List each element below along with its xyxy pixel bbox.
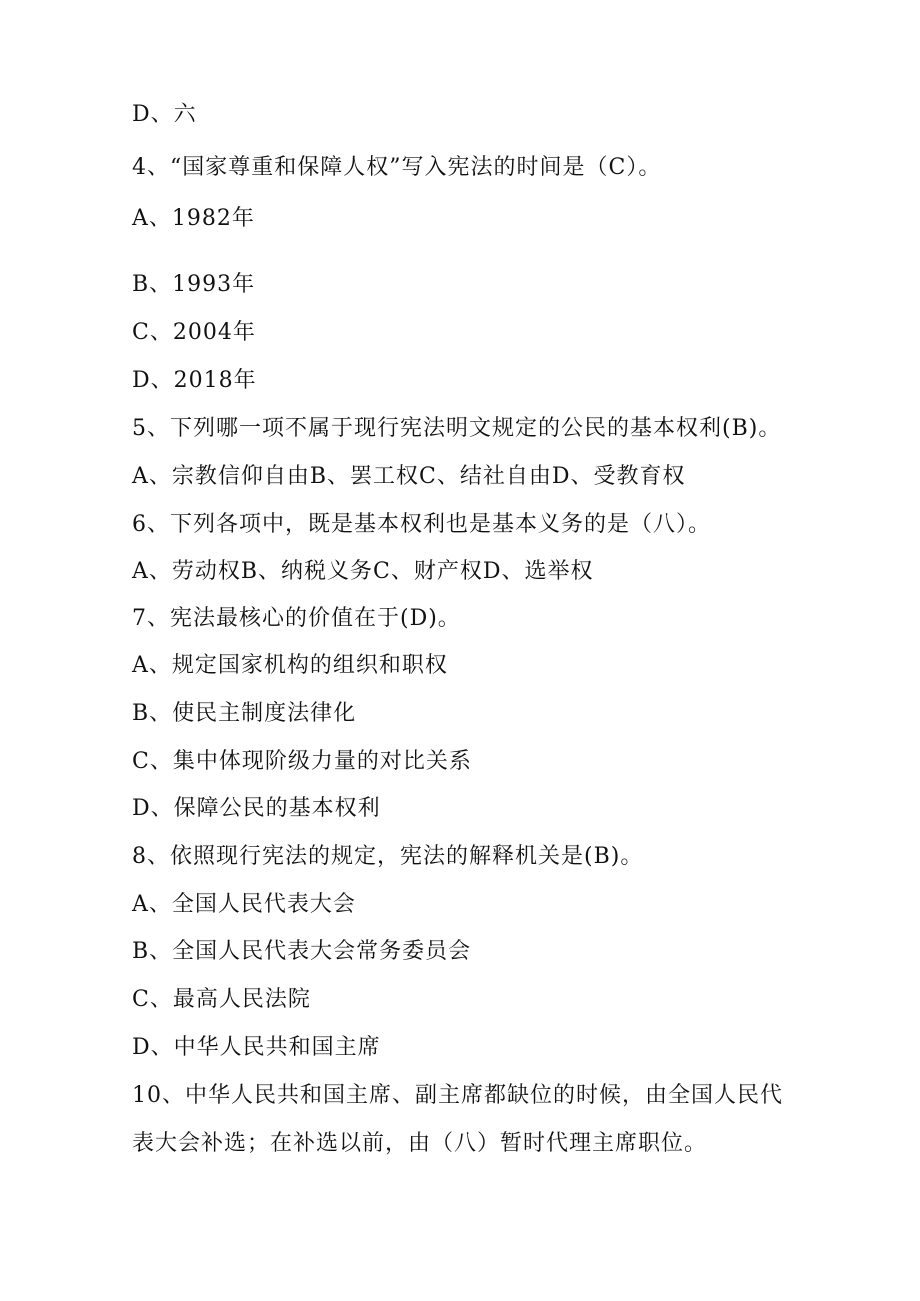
question-10-line-1: 10、中华人民共和国主席、副主席都缺位的时候，由全国人民代 — [132, 1083, 783, 1108]
option-b-q7: B、使民主制度法律化 — [132, 701, 357, 726]
question-4: 4、“国家尊重和保障人权”写入宪法的时间是（C）。 — [132, 155, 662, 180]
options-q6: A、劳动权B、纳税义务C、财产权D、选举权 — [132, 559, 594, 584]
option-d-q7: D、保障公民的基本权利 — [132, 796, 381, 821]
option-a-q4: A、1982年 — [132, 206, 255, 231]
option-b-q4: B、1993年 — [132, 272, 256, 297]
option-d-q8: D、中华人民共和国主席 — [132, 1035, 381, 1060]
options-q5: A、宗教信仰自由B、罢工权C、结社自由D、受教育权 — [132, 464, 686, 489]
question-8: 8、依照现行宪法的规定，宪法的解释机关是(B)。 — [132, 844, 644, 869]
option-c-q4: C、2004年 — [132, 320, 256, 345]
question-6: 6、下列各项中，既是基本权利也是基本义务的是（八）。 — [132, 512, 711, 537]
question-7: 7、宪法最核心的价值在于(D)。 — [132, 606, 461, 631]
option-d-q3: D、六 — [132, 102, 197, 127]
question-10-line-2: 表大会补选；在补选以前，由（八）暂时代理主席职位。 — [132, 1131, 708, 1156]
option-c-q8: C、最高人民法院 — [132, 987, 311, 1012]
option-a-q8: A、全国人民代表大会 — [132, 892, 356, 917]
option-a-q7: A、规定国家机构的组织和职权 — [132, 653, 448, 678]
question-5: 5、下列哪一项不属于现行宪法明文规定的公民的基本权利(B)。 — [132, 416, 782, 441]
option-d-q4: D、2018年 — [132, 368, 257, 393]
option-c-q7: C、集中体现阶级力量的对比关系 — [132, 749, 472, 774]
option-b-q8: B、全国人民代表大会常务委员会 — [132, 939, 472, 964]
